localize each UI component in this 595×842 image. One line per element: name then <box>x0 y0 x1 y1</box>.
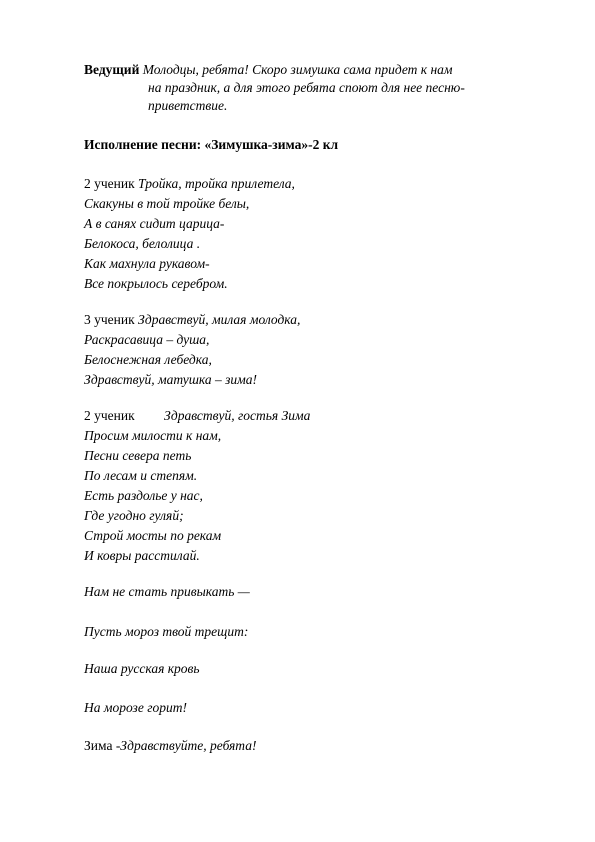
verse3-line-3: Песни севера петь <box>84 448 192 463</box>
verse4-line-2: Пусть мороз твой трещит: <box>84 624 249 639</box>
verse2-line-1 <box>84 312 300 328</box>
verse-text: Здравствуй, милая молодка, <box>138 312 301 327</box>
verse3-line-4: По лесам и степям. <box>84 468 198 483</box>
verse3-line-8: И ковры расстилай. <box>84 548 200 563</box>
speaker-label: 3 ученик <box>84 312 135 327</box>
verse-text: Здравствуй, гостья Зима <box>164 408 311 423</box>
intro-line-1 <box>84 62 453 78</box>
closing-line <box>84 738 256 754</box>
intro-text: Молодцы, ребята! Скоро зимушка сама придет к нам <box>142 62 453 77</box>
verse-text: Тройка, тройка прилетела, <box>138 176 295 191</box>
verse2-line-2: Раскрасавица – душа, <box>84 332 210 347</box>
verse3-line-2: Просим милости к нам, <box>84 428 222 443</box>
speaker-label: Ведущий <box>84 62 140 77</box>
verse1-line-3: А в санях сидит царица- <box>84 216 225 231</box>
verse1-line-4: Белокоса, белолица . <box>84 236 201 251</box>
verse3-line-6: Где угодно гуляй; <box>84 508 184 523</box>
speaker-label: 2 ученик <box>84 176 135 191</box>
verse3-line-1 <box>84 408 310 424</box>
verse3-line-7: Строй мосты по рекам <box>84 528 222 543</box>
speaker-label: Зима <box>84 738 113 753</box>
verse1-line-1 <box>84 176 295 192</box>
verse3-line-5: Есть раздолье у нас, <box>84 488 203 503</box>
verse4-line-1: Нам не стать привыкать — <box>84 584 250 599</box>
song-heading: Исполнение песни: «Зимушка-зима»-2 кл <box>84 137 339 152</box>
intro-line-2: на праздник, а для этого ребята споют для нее песню- <box>148 80 465 95</box>
verse2-line-3: Белоснежная лебедка, <box>84 352 212 367</box>
verse1-line-5: Как махнула рукавом- <box>84 256 210 271</box>
intro-line-3: приветствие. <box>148 98 228 113</box>
verse2-line-4: Здравствуй, матушка – зима! <box>84 372 258 387</box>
verse1-line-2: Скакуны в той тройке белы, <box>84 196 250 211</box>
verse1-line-6: Все покрылось серебром. <box>84 276 228 291</box>
verse4-line-4: На морозе горит! <box>84 700 187 715</box>
closing-text: -Здравствуйте, ребята! <box>112 738 257 753</box>
speaker-label: 2 ученик <box>84 408 135 423</box>
verse4-line-3: Наша русская кровь <box>84 661 200 676</box>
